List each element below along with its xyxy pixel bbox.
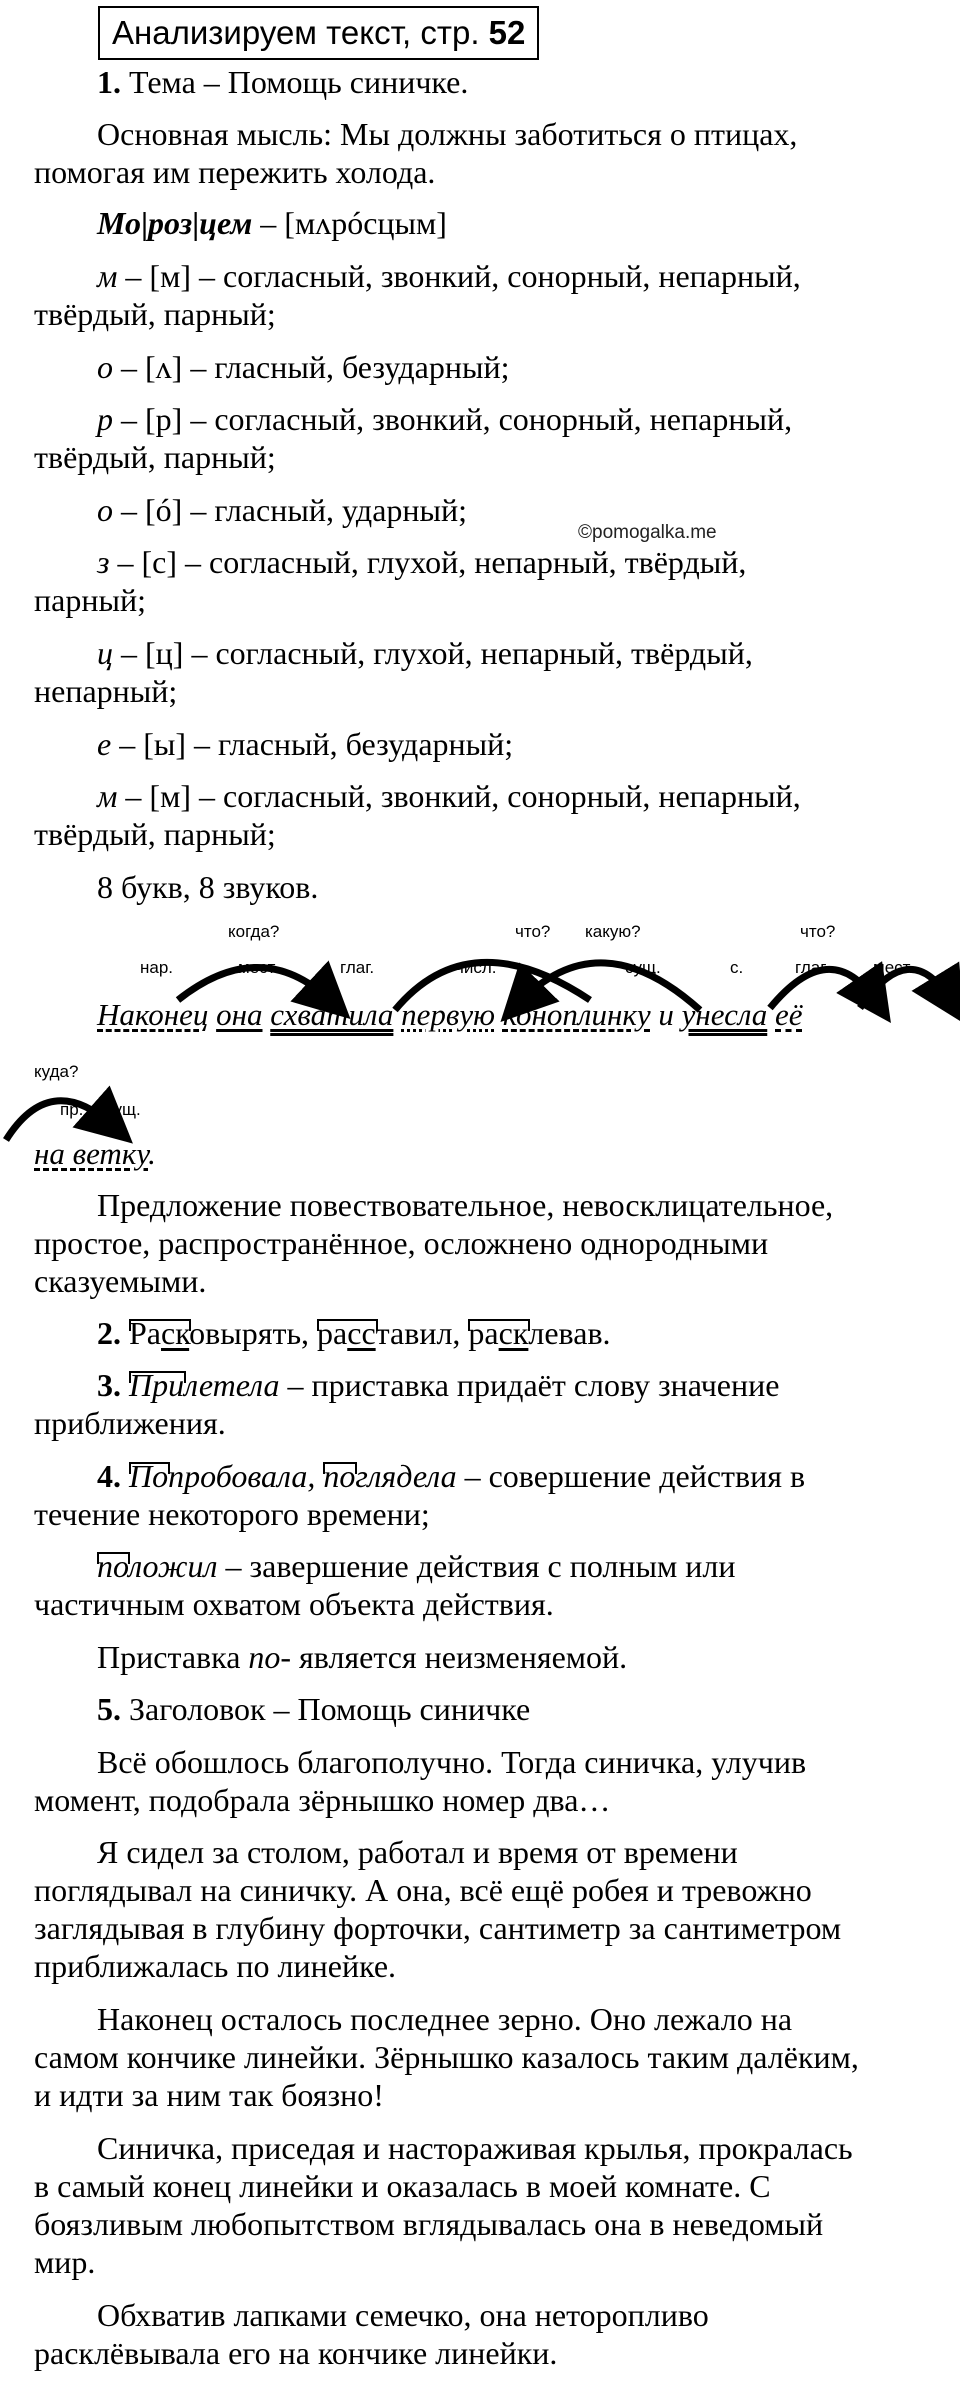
sentence-description: Предложение повествовательное, невосклицательное, xyxy=(97,1187,834,1223)
main-idea-line2: помогая им пережить холода. xyxy=(34,154,436,190)
sentence-description: простое, распространённое, осложнено однородными xyxy=(34,1225,769,1261)
sound-cont: твёрдый, парный; xyxy=(34,296,276,332)
task3: 3. Прилетела – приставка придаёт слову значение xyxy=(97,1367,780,1403)
paragraph-line: заглядывая в глубину форточки, сантиметр за сантиметром xyxy=(34,1910,842,1946)
paragraph-line: боязливым любопытством вглядывалась она в неведомый xyxy=(34,2206,824,2242)
sound-line: р – [р] – согласный, звонкий, сонорный, непарный, xyxy=(97,401,793,437)
sentence-description: сказуемыми. xyxy=(34,1263,207,1299)
paragraph-line: момент, подобрала зёрнышко номер два… xyxy=(34,1782,611,1818)
question-label: что? xyxy=(800,922,836,941)
sound-line: м – [м] – согласный, звонкий, сонорный, непарный, xyxy=(97,778,801,814)
sound-line: е – [ы] – гласный, безударный; xyxy=(97,726,514,762)
pos-label: нар. xyxy=(140,958,174,977)
pos-label: пр. xyxy=(60,1100,84,1119)
sound-cont: твёрдый, парный; xyxy=(34,816,276,852)
paragraph-line: Обхватив лапками семечко, она неторопливо xyxy=(97,2297,709,2333)
paragraph-line: в самый конец линейки и оказалась в моей комнате. С xyxy=(34,2168,771,2204)
paragraph-line: самом кончике линейки. Зёрнышко казалось таким далёким, xyxy=(34,2039,859,2075)
page-number: 52 xyxy=(488,14,526,51)
sound-cont: парный; xyxy=(34,582,146,618)
pos-label: мест. xyxy=(238,958,279,977)
task4: 4. Попробовала, поглядела – совершение действия в xyxy=(97,1458,806,1494)
sound-line: о – [ʌ] – гласный, безударный; xyxy=(97,349,510,385)
task4-cont: течение некоторого времени; xyxy=(34,1496,430,1532)
paragraph-line: Всё обошлось благополучно. Тогда синичка, улучив xyxy=(97,1744,807,1780)
sound-cont: твёрдый, парный; xyxy=(34,439,276,475)
task1-theme: 1. Тема – Помощь синичке. xyxy=(97,64,469,100)
parsed-sentence-end: на ветку. xyxy=(34,1136,156,1171)
paragraph-line: Я сидел за столом, работал и время от времени xyxy=(97,1834,738,1870)
task4-line3: положил – завершение действия с полным или xyxy=(97,1548,736,1584)
sound-line: о – [ó] – гласный, ударный; xyxy=(97,492,468,528)
pos-label: сущ. xyxy=(625,958,661,977)
page-title: Анализируем текст, стр. 52 xyxy=(98,6,539,60)
parsed-sentence: Наконец она схватила первую коноплинку и унесла её xyxy=(97,997,803,1032)
paragraph-line: приближалась по линейке. xyxy=(34,1948,397,1984)
paragraph-line: мир. xyxy=(34,2244,96,2280)
pos-label: мест. xyxy=(873,958,914,977)
question-label: что? xyxy=(515,922,551,941)
task5-title: 5. Заголовок – Помощь синичке xyxy=(97,1691,531,1727)
pos-label: глаг. xyxy=(795,958,830,977)
question-label: когда? xyxy=(228,922,280,941)
task4-cont: частичным охватом объекта действия. xyxy=(34,1586,554,1622)
main-idea-line1: Основная мысль: Мы должны заботиться о птицах, xyxy=(97,116,798,152)
task4-note: Приставка по- является неизменяемой. xyxy=(97,1639,628,1675)
sound-line: з – [с] – согласный, глухой, непарный, твёрдый, xyxy=(97,544,747,580)
paragraph-line: и идти за ним так боязно! xyxy=(34,2077,384,2113)
task3-cont: приближения. xyxy=(34,1405,226,1441)
question-label: куда? xyxy=(34,1062,79,1081)
sound-line: ц – [ц] – согласный, глухой, непарный, твёрдый, xyxy=(97,635,753,671)
pos-label: с. xyxy=(730,958,744,977)
letter-count: 8 букв, 8 звуков. xyxy=(97,869,319,905)
task2: 2. Расковырять, расставил, расклевав. xyxy=(97,1315,611,1351)
pos-label: числ. xyxy=(455,958,497,977)
pos-label: сущ. xyxy=(105,1100,141,1119)
paragraph-line: Синичка, приседая и настораживая крылья, прокралась xyxy=(97,2130,853,2166)
sound-line: м – [м] – согласный, звонкий, сонорный, непарный, xyxy=(97,258,801,294)
pos-label: глаг. xyxy=(340,958,375,977)
watermark: ©pomogalka.me xyxy=(578,522,717,543)
question-label: какую? xyxy=(585,922,641,941)
word-analysis: Мо|роз|цем – [мʌрóсцым] xyxy=(97,205,447,241)
sound-cont: непарный; xyxy=(34,673,178,709)
paragraph-line: расклёвывала его на кончике линейки. xyxy=(34,2335,558,2371)
paragraph-line: Наконец осталось последнее зерно. Оно лежало на xyxy=(97,2001,793,2037)
paragraph-line: поглядывал на синичку. А она, всё ещё робея и тревожно xyxy=(34,1872,812,1908)
